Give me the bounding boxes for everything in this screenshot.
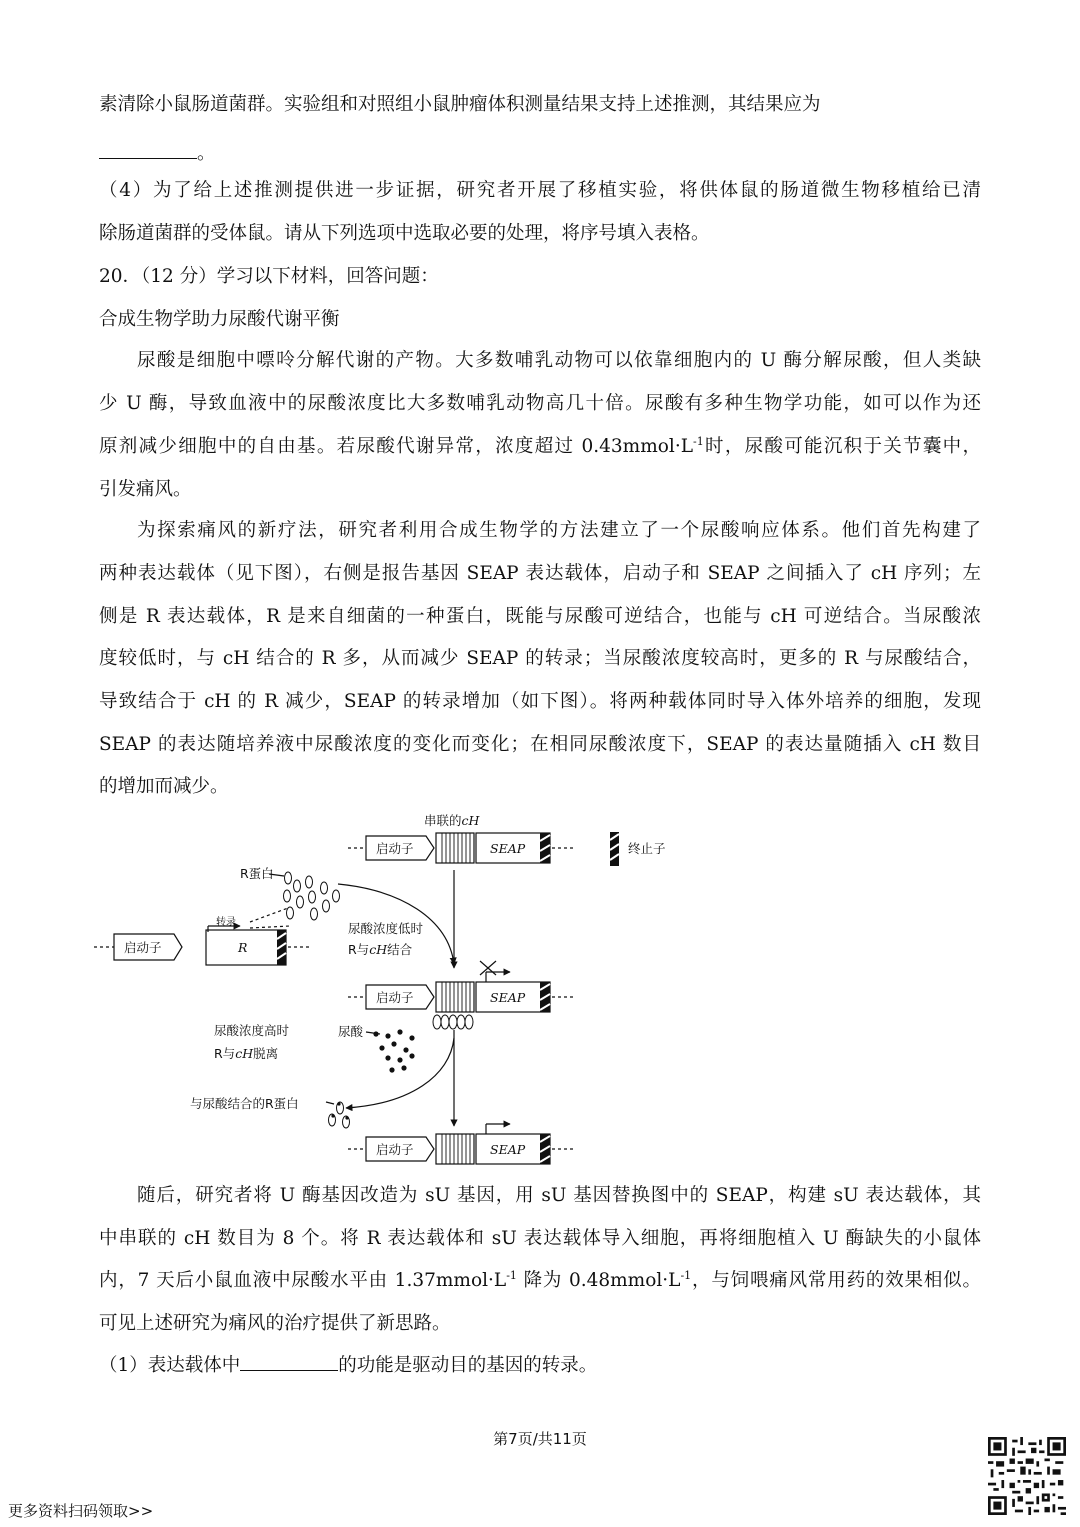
question-heading: 20．（12 分）学习以下材料，回答问题： (99, 266, 439, 287)
seap-label: SEAP (490, 1142, 526, 1157)
high-uric-label-1: 尿酸浓度高时 (214, 1023, 290, 1038)
low-uric-label-1: 尿酸浓度低时 (348, 921, 424, 936)
question-line: （1）表达载体中 的功能是驱动目的基因的转录。 (99, 1352, 597, 1379)
transcription-label: 转录 (216, 917, 236, 928)
bound-r-protein-label: 与尿酸结合的R蛋白 (190, 1096, 299, 1111)
r-label: R (238, 940, 248, 955)
uric-acid-dots (331, 1029, 414, 1119)
text-line: 尿酸是细胞中嘌呤分解代谢的产物。大多数哺乳动物可以依靠细胞内的 U 酶分解尿酸，但人类缺 (137, 350, 981, 371)
answer-line: 。 (99, 140, 216, 167)
text-line: 中串联的 cH 数目为 8 个。将 R 表达载体和 sU 表达载体导入细胞，再将细胞植入 U 酶缺失的小鼠体 (99, 1228, 981, 1249)
promoter-label: 启动子 (124, 940, 162, 955)
text-line: 原剂减少细胞中的自由基。若尿酸代谢异常，浓度超过 $0.43mmol\cdot L^{-1}$时，尿酸可能沉积于关节囊中， (99, 434, 981, 457)
text-line: 可见上述研究为痛风的治疗提供了新思路。 (99, 1313, 451, 1334)
text-line: 导致结合于 cH 的 R 减少，SEAP 的转录增加（如下图）。将两种载体同时导入体外培养的细胞，发现 (99, 691, 981, 712)
low-uric-label-2: R与cH结合 (348, 942, 413, 957)
text-line: SEAP 的表达随培养液中尿酸浓度的变化而变化；在相同尿酸浓度下，SEAP 的表达量随插入 cH 数目 (99, 734, 981, 755)
tandem-ch-label: 串联的cH (424, 813, 480, 828)
page-number: 第7页/共11页 (493, 1430, 587, 1448)
text-line: 内，7 天后小鼠血液中尿酸水平由 $1.37mmol\cdot L^{-1}$ 降为 $0.48mmol\cdot L^{-1}$，与饲喂痛风常用药的效果相似。 (99, 1268, 981, 1291)
qr-code-icon[interactable] (988, 1437, 1066, 1515)
text-line: 为探索痛风的新疗法，研究者利用合成生物学的方法建立了一个尿酸响应体系。他们首先构建了 (137, 520, 981, 541)
promoter-label: 启动子 (376, 990, 414, 1005)
text-line: 两种表达载体（见下图），右侧是报告基因 SEAP 表达载体，启动子和 SEAP 之间插入了 cH 序列；左 (99, 563, 981, 584)
seap-label: SEAP (490, 841, 526, 856)
text-line: 素清除小鼠肠道菌群。实验组和对照组小鼠肿瘤体积测量结果支持上述推测，其结果应为 (99, 94, 821, 115)
text-line: 引发痛风。 (99, 479, 192, 500)
more-resources-link[interactable]: 更多资料扫码领取>> (8, 1502, 154, 1520)
answer-blank[interactable] (240, 1352, 338, 1371)
text-line: 除肠道菌群的受体鼠。请从下列选项中选取必要的处理，将序号填入表格。 (99, 223, 710, 244)
text-line: （4）为了给上述推测提供进一步证据，研究者开展了移植实验，将供体鼠的肠道微生物移植给已清 (99, 180, 981, 201)
terminator-block (277, 832, 619, 1164)
promoter-label: 启动子 (376, 1142, 414, 1157)
text-line: 侧是 R 表达载体，R 是来自细菌的一种蛋白，既能与尿酸可逆结合，也能与 cH 可逆结合。当尿酸浓 (99, 606, 981, 627)
text-line: 度较低时，与 cH 结合的 R 多，从而减少 SEAP 的转录；当尿酸浓度较高时，更多的 R 与尿酸结合， (99, 648, 981, 669)
r-protein-label: R蛋白 (240, 866, 274, 881)
high-uric-label-2: R与cH脱离 (214, 1046, 279, 1061)
terminator-legend: 终止子 (628, 841, 666, 856)
text-line: 的增加而减少。 (99, 776, 229, 797)
text-line: 随后，研究者将 U 酶基因改造为 sU 基因，用 sU 基因替换图中的 SEAP，构建 sU 表达载体，其 (137, 1185, 981, 1206)
text-line: 少 U 酶，导致血液中的尿酸浓度比大多数哺乳动物高几十倍。尿酸有多种生物学功能，如可以作为还 (99, 393, 981, 414)
uric-acid-response-diagram (90, 808, 690, 1180)
promoter-label: 启动子 (376, 841, 414, 856)
uric-acid-label: 尿酸 (338, 1024, 364, 1039)
seap-label: SEAP (490, 990, 526, 1005)
answer-blank[interactable] (99, 140, 197, 159)
article-title: 合成生物学助力尿酸代谢平衡 (99, 309, 340, 330)
